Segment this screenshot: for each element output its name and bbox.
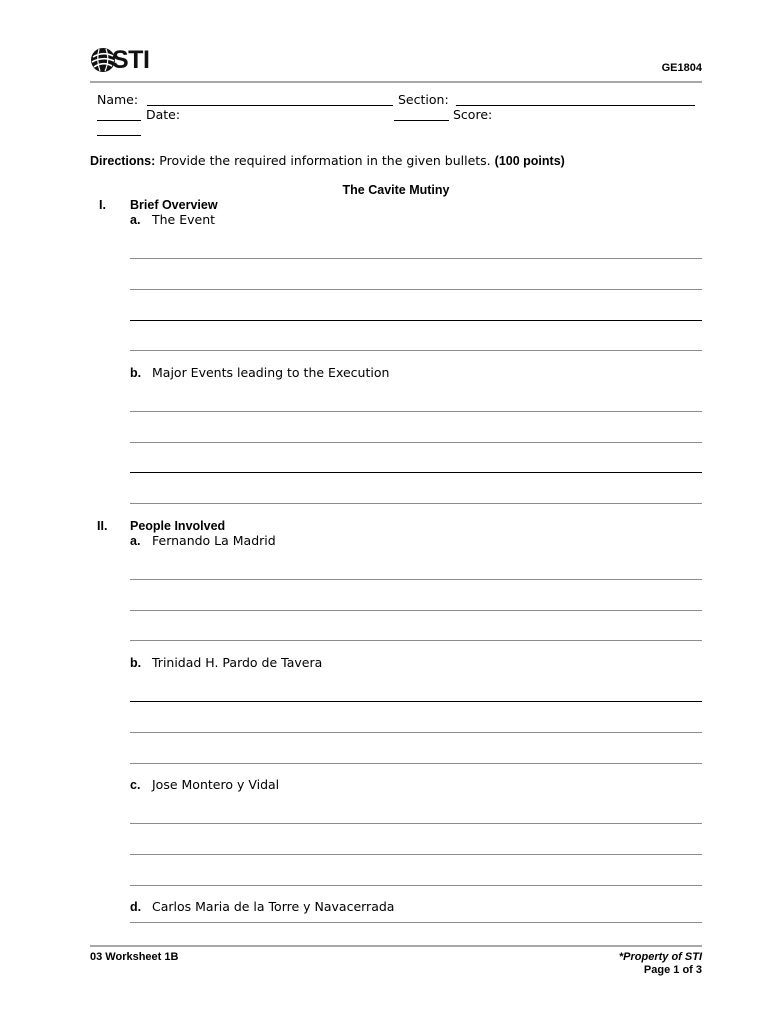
answer-line[interactable] — [130, 701, 702, 702]
date-field-continued[interactable] — [97, 135, 141, 136]
footer-property: *Property of STI — [618, 951, 702, 963]
answer-line[interactable] — [130, 885, 702, 886]
directions-points: (100 points) — [494, 154, 565, 168]
section-2-item-d — [130, 899, 394, 914]
answer-line[interactable] — [130, 472, 702, 473]
item-label: b. — [130, 656, 142, 670]
score-field[interactable] — [394, 120, 449, 121]
item-label: a. — [130, 534, 141, 548]
answer-line[interactable] — [130, 258, 702, 259]
name-field[interactable] — [147, 105, 393, 106]
item-text: Carlos Maria de la Torre y Navacerrada — [152, 899, 395, 914]
logo-text: STI — [112, 45, 150, 74]
footer-doc-id: 03 Worksheet 1B — [90, 951, 179, 963]
answer-line[interactable] — [130, 763, 702, 764]
item-label: c. — [130, 778, 141, 792]
section-label: Section: — [398, 92, 449, 107]
answer-line[interactable] — [130, 411, 702, 412]
course-code: GE1804 — [661, 62, 702, 74]
answer-line[interactable] — [130, 854, 702, 855]
section-1-item-b — [130, 365, 389, 380]
directions-text: Provide the required information in the given bullets. — [159, 153, 491, 168]
item-label: a. — [130, 213, 141, 227]
date-field[interactable] — [97, 120, 141, 121]
sti-logo — [90, 46, 149, 74]
directions-label: Directions: — [90, 154, 156, 168]
section-1-numeral: I. — [99, 198, 106, 212]
item-text: Trinidad H. Pardo de Tavera — [152, 655, 323, 670]
section-field[interactable] — [456, 105, 695, 106]
section-1-title: Brief Overview — [130, 198, 218, 212]
answer-line[interactable] — [130, 289, 702, 290]
answer-line[interactable] — [130, 823, 702, 824]
answer-line[interactable] — [130, 610, 702, 611]
section-2-item-a — [130, 533, 276, 548]
footer-page-number: Page 1 of 3 — [643, 964, 702, 976]
section-2-item-b — [130, 655, 322, 670]
section-2-numeral: II. — [97, 519, 108, 533]
worksheet-title: The Cavite Mutiny — [342, 183, 450, 197]
name-label: Name: — [97, 92, 139, 107]
item-text: The Event — [152, 212, 216, 227]
item-label: d. — [130, 900, 142, 914]
section-2-item-c — [130, 777, 279, 792]
score-label: Score: — [453, 107, 493, 122]
section-1-item-a — [130, 212, 215, 227]
answer-line[interactable] — [130, 732, 702, 733]
answer-line[interactable] — [130, 922, 702, 923]
item-text: Fernando La Madrid — [152, 533, 276, 548]
directions — [90, 153, 565, 168]
header-divider — [90, 81, 702, 83]
footer-divider — [90, 945, 702, 947]
answer-line[interactable] — [130, 442, 702, 443]
answer-line[interactable] — [130, 320, 702, 321]
item-text: Major Events leading to the Execution — [152, 365, 390, 380]
section-2-title: People Involved — [130, 519, 226, 533]
answer-line[interactable] — [130, 503, 702, 504]
answer-line[interactable] — [130, 579, 702, 580]
item-text: Jose Montero y Vidal — [152, 777, 280, 792]
item-label: b. — [130, 366, 142, 380]
date-label: Date: — [146, 107, 181, 122]
answer-line[interactable] — [130, 350, 702, 351]
answer-line[interactable] — [130, 640, 702, 641]
